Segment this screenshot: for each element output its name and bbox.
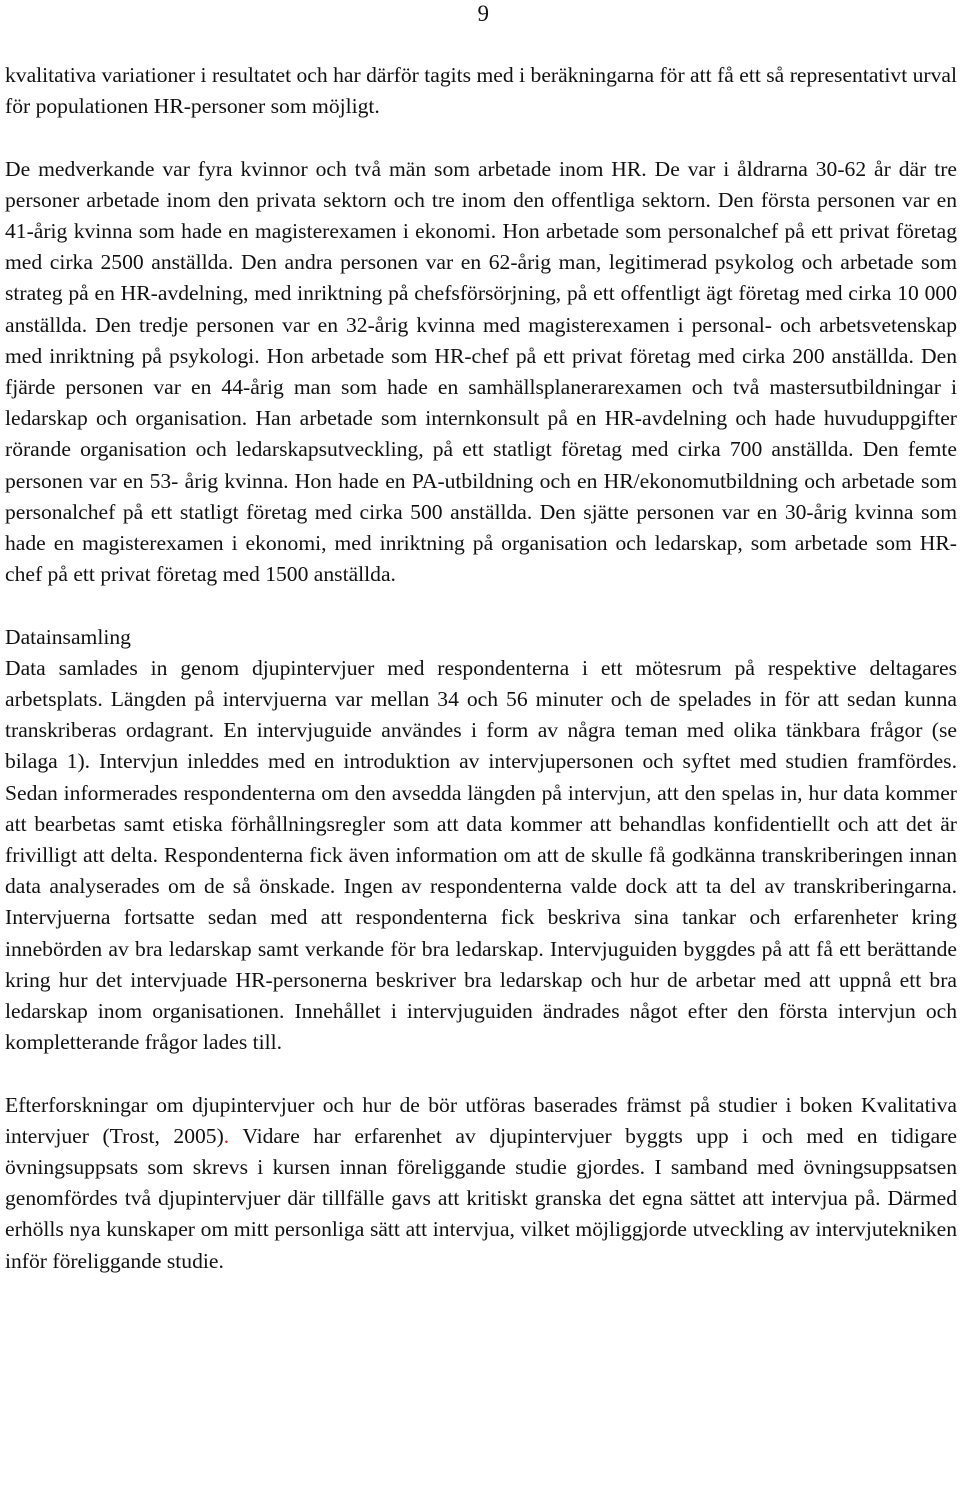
page-number: 9: [477, 1, 489, 26]
paragraph-interview-research-part1: Efterforskningar om djupintervjuer och hur de bör utföras baserades främst på studier i boken Kvalitativa intervjuer (Trost, 2005): [5, 1092, 957, 1148]
section-heading-datainsamling: Datainsamling: [5, 624, 131, 649]
paragraph-gap: [5, 122, 957, 153]
paragraph-gap: [5, 590, 957, 621]
paragraph-interview-research: [5, 1090, 957, 1277]
paragraph-gap: [5, 1058, 957, 1089]
paragraph-interview-research-part2: Vidare har erfarenhet av djupintervjuer byggts upp i och med en tidigare övningsuppsats som skrevs i kursen innan föreliggande studie gjordes. I samband med övningsuppsatsen genomfördes två djupintervjuer där tillfälle gavs att kritiskt granska det egna sättet att intervjua på. Därmed erhölls nya kunskaper om mitt personliga sätt att intervjua, vilket möjliggjorde utveckling av intervjutekniken inför föreliggande studie.: [5, 1123, 957, 1273]
paragraph-data-collection: Data samlades in genom djupintervjuer med respondenterna i ett mötesrum på respektive deltagares arbetsplats. Längden på intervjuerna var mellan 34 och 56 minuter och de spelades in för att sedan kunna transkriberas ordagrant. En intervjuguide användes i form av några teman med olika tänkbara frågor (se bilaga 1). Intervjun inleddes med en introduktion av intervjupersonen och syftet med studien framfördes. Sedan informerades respondenterna om den avsedda längden på intervjun, att den spelas in, hur data kommer att bearbetas samt etiska förhållningsregler som att data kommer att behandlas konfidentiellt och att det är frivilligt att delta. Respondenterna fick även information om att de skulle få godkänna transkriberingen innan data analyserades om de så önskade. Ingen av respondenterna valde dock att ta del av transkriberingarna. Intervjuerna fortsatte sedan med att respondenterna fick beskriva sina tankar och erfarenheter kring innebörden av bra ledarskap samt verkande för bra ledarskap. Intervjuguiden byggdes på att få ett berättande kring hur det intervjuade HR-personerna beskriver bra ledarskap och hur de arbetar med att uppnå ett bra ledarskap inom organisationen. Innehållet i intervjuguiden ändrades något efter den första intervjun och kompletterande frågor lades till.: [5, 655, 957, 1055]
red-period-mark: .: [223, 1123, 230, 1148]
paragraph-sample-intro: kvalitativa variationer i resultatet och har därför tagits med i beräkningarna för att få ett så representativt urval för populationen HR-personer som möjligt.: [5, 63, 957, 119]
document-body: [5, 60, 957, 1277]
paragraph-participants: De medverkande var fyra kvinnor och två män som arbetade inom HR. De var i åldrarna 30-62 år där tre personer arbetade inom den privata sektorn och tre inom den offentliga sektorn. Den första personen var en 41-årig kvinna som hade en magisterexamen i ekonomi. Hon arbetade som personalchef på ett privat företag med cirka 2500 anställda. Den andra personen var en 62-årig man, legitimerad psykolog och arbetade som strateg på en HR-avdelning, med inriktning på chefsförsörjning, på ett offentligt ägt företag med cirka 10 000 anställda. Den tredje personen var en 32-årig kvinna med magisterexamen i personal- och arbetsvetenskap med inriktning på psykologi. Hon arbetade som HR-chef på ett privat företag med cirka 200 anställda. Den fjärde personen var en 44-årig man som hade en samhällsplanerarexamen och två mastersutbildningar i ledarskap och organisation. Han arbetade som internkonsult på en HR-avdelning och hade huvuduppgifter rörande organisation och ledarskapsutveckling, på ett statligt företag med cirka 700 anställda. Den femte personen var en 53- årig kvinna. Hon hade en PA-utbildning och en HR/ekonomutbildning och arbetade som personalchef på ett statligt företag med cirka 500 anställda. Den sjätte personen var en 30-årig kvinna som hade en magisterexamen i ekonomi, med inriktning på organisation och ledarskap, som arbetade som HR-chef på ett privat företag med 1500 anställda.: [5, 156, 957, 587]
